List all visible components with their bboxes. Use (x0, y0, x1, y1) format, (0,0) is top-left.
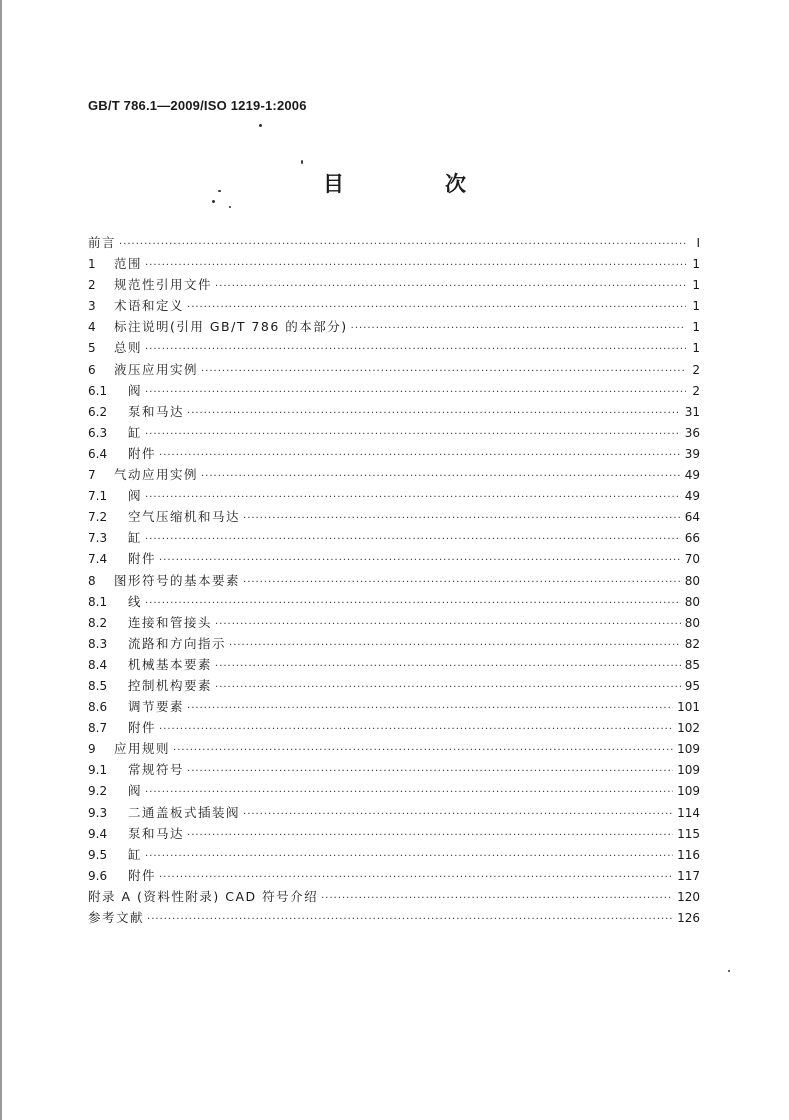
toc-entry (88, 907, 700, 928)
toc-entry (88, 401, 700, 422)
toc-entry-number: 8.7 (88, 721, 108, 736)
toc-entry-label: 缸 (128, 846, 143, 862)
scan-speck (728, 970, 730, 972)
toc-entry (88, 295, 700, 316)
scan-speck (229, 206, 231, 208)
toc-entry-number: 7.3 (88, 531, 108, 546)
toc-entry-label: 缸 (128, 424, 143, 440)
toc-entry-number: 5 (88, 341, 96, 356)
toc-leader-dots (215, 677, 681, 698)
toc-entry-number: 9.3 (88, 805, 108, 820)
toc-entry-label: 空气压缩机和马达 (128, 509, 241, 525)
toc-entry (88, 717, 700, 738)
toc-entry (88, 359, 700, 380)
scan-speck (259, 124, 262, 127)
toc-entry (88, 570, 700, 591)
toc-entry-number: 6 (88, 362, 96, 377)
toc-entry (88, 253, 700, 274)
toc-leader-dots (159, 719, 673, 740)
toc-entry (88, 527, 700, 548)
toc-entry-number: 7.2 (88, 510, 108, 525)
toc-entry-label: 范围 (114, 256, 143, 272)
toc-entry (88, 612, 700, 633)
toc-entry-number: 8.5 (88, 678, 108, 693)
toc-entry-label: 前言 (88, 235, 117, 250)
toc-entry-label: 调节要素 (128, 699, 185, 715)
toc-entry-page: 1 (692, 257, 700, 272)
toc-leader-dots (187, 403, 681, 424)
toc-entry-page: 80 (684, 573, 700, 588)
toc-entry-number: 6.4 (88, 446, 108, 461)
toc-entry (88, 548, 700, 569)
toc-entry-page: 116 (677, 847, 700, 862)
toc-entry-label: 泵和马达 (128, 825, 185, 841)
toc-entry (88, 865, 700, 886)
toc-entry-label: 气动应用实例 (114, 467, 199, 483)
table-of-contents (88, 232, 700, 928)
toc-entry-number: 8.1 (88, 594, 108, 609)
toc-entry (88, 759, 700, 780)
toc-entry-label: 术语和定义 (114, 298, 185, 314)
toc-entry-page: 102 (677, 721, 700, 736)
toc-entry (88, 232, 700, 253)
toc-entry-label: 应用规则 (114, 741, 171, 757)
toc-leader-dots (145, 255, 686, 276)
toc-entry-number: 9.2 (88, 784, 108, 799)
toc-leader-dots (351, 318, 686, 339)
toc-entry-number: 7 (88, 468, 96, 483)
toc-leader-dots (321, 888, 673, 909)
toc-entry (88, 591, 700, 612)
toc-entry (88, 337, 700, 358)
toc-entry (88, 780, 700, 801)
toc-leader-dots (145, 487, 681, 508)
toc-entry-label: 液压应用实例 (114, 361, 199, 377)
toc-leader-dots (187, 297, 686, 318)
scan-speck (301, 160, 303, 164)
toc-entry (88, 738, 700, 759)
toc-entry-label: 总则 (114, 340, 143, 356)
toc-entry (88, 464, 700, 485)
toc-leader-dots (215, 656, 681, 677)
toc-entry (88, 274, 700, 295)
toc-entry (88, 844, 700, 865)
toc-entry-label: 参考文献 (88, 910, 145, 925)
toc-leader-dots (243, 508, 681, 529)
toc-entry-number: 3 (88, 299, 96, 314)
toc-leader-dots (187, 761, 673, 782)
toc-entry-number: 1 (88, 257, 96, 272)
toc-entry (88, 823, 700, 844)
toc-leader-dots (201, 361, 686, 382)
toc-entry (88, 886, 700, 907)
toc-entry-number: 6.3 (88, 425, 108, 440)
toc-leader-dots (173, 740, 673, 761)
toc-leader-dots (145, 529, 681, 550)
scan-speck (212, 200, 215, 203)
toc-leader-dots (201, 466, 681, 487)
toc-entry-number: 8.2 (88, 615, 108, 630)
toc-entry-page: 49 (684, 489, 700, 504)
toc-entry-number: 2 (88, 278, 96, 293)
toc-entry-label: 附件 (128, 867, 157, 883)
toc-entry-label: 泵和马达 (128, 403, 185, 419)
toc-entry-page: 70 (684, 552, 700, 567)
toc-entry-label: 图形符号的基本要素 (114, 572, 241, 588)
toc-leader-dots (229, 635, 681, 656)
standard-code-header: GB/T 786.1—2009/ISO 1219-1:2006 (88, 98, 307, 113)
toc-leader-dots (159, 445, 681, 466)
toc-leader-dots (147, 909, 673, 930)
toc-entry-page: 109 (677, 763, 700, 778)
toc-entry-page: 80 (684, 594, 700, 609)
toc-entry-label: 规范性引用文件 (114, 277, 213, 293)
toc-leader-dots (159, 550, 681, 571)
toc-entry-label: 附件 (128, 445, 157, 461)
toc-leader-dots (119, 234, 686, 255)
toc-entry-page: 2 (692, 362, 700, 377)
toc-entry-label: 阀 (128, 783, 143, 799)
toc-entry-page: 82 (684, 636, 700, 651)
toc-entry-number: 9.5 (88, 847, 108, 862)
toc-entry (88, 506, 700, 527)
toc-entry-page: 1 (692, 278, 700, 293)
toc-entry-page: 114 (677, 805, 700, 820)
toc-entry-page: 80 (684, 615, 700, 630)
toc-leader-dots (215, 614, 681, 635)
toc-leader-dots (187, 698, 673, 719)
toc-leader-dots (145, 846, 673, 867)
toc-entry-number: 7.4 (88, 552, 108, 567)
toc-entry (88, 696, 700, 717)
toc-entry-label: 常规符号 (128, 762, 185, 778)
toc-entry-number: 8.3 (88, 636, 108, 651)
toc-leader-dots (145, 424, 681, 445)
toc-entry-number: 8 (88, 573, 96, 588)
toc-leader-dots (145, 782, 673, 803)
toc-entry-label: 附录 A (资料性附录) CAD 符号介绍 (88, 888, 319, 904)
toc-leader-dots (145, 593, 681, 614)
scan-speck (218, 190, 221, 192)
toc-entry-page: 101 (677, 700, 700, 715)
toc-leader-dots (159, 867, 673, 888)
toc-entry-number: 9.6 (88, 868, 108, 883)
toc-entry-number: 7.1 (88, 489, 108, 504)
toc-entry-number: 4 (88, 320, 96, 335)
toc-entry-page: 85 (684, 657, 700, 672)
toc-leader-dots (215, 276, 686, 297)
toc-entry (88, 633, 700, 654)
toc-entry-page: 39 (684, 446, 700, 461)
toc-entry-label: 连接和管接头 (128, 614, 213, 630)
toc-entry (88, 443, 700, 464)
toc-entry-number: 8.4 (88, 657, 108, 672)
toc-leader-dots (243, 572, 681, 593)
toc-entry-page: 49 (684, 468, 700, 483)
toc-entry-label: 流路和方向指示 (128, 635, 227, 651)
toc-entry (88, 654, 700, 675)
toc-entry-number: 9 (88, 742, 96, 757)
toc-entry-label: 缸 (128, 530, 143, 546)
toc-entry (88, 485, 700, 506)
toc-entry-page: 31 (684, 404, 700, 419)
toc-entry-label: 阀 (128, 488, 143, 504)
toc-entry-page: 1 (692, 299, 700, 314)
toc-entry-number: 9.4 (88, 826, 108, 841)
toc-entry-page: 95 (684, 678, 700, 693)
toc-entry-page: 1 (692, 320, 700, 335)
toc-entry (88, 802, 700, 823)
toc-leader-dots (145, 382, 686, 403)
toc-entry (88, 380, 700, 401)
toc-entry-number: 9.1 (88, 763, 108, 778)
toc-entry-page: 2 (692, 383, 700, 398)
toc-entry-page: Ⅰ (696, 236, 700, 250)
toc-leader-dots (145, 339, 686, 360)
toc-entry-page: 126 (677, 911, 700, 925)
toc-entry-label: 二通盖板式插装阀 (128, 804, 241, 820)
toc-entry-page: 64 (684, 510, 700, 525)
toc-entry-page: 109 (677, 742, 700, 757)
toc-entry-label: 机械基本要素 (128, 656, 213, 672)
toc-entry-page: 115 (677, 826, 700, 841)
toc-entry-page: 109 (677, 784, 700, 799)
toc-entry-page: 66 (684, 531, 700, 546)
toc-leader-dots (187, 825, 673, 846)
toc-entry (88, 675, 700, 696)
toc-entry-page: 1 (692, 341, 700, 356)
toc-entry-number: 6.2 (88, 404, 108, 419)
toc-entry-page: 117 (677, 868, 700, 883)
toc-entry-label: 标注说明(引用 GB/T 786 的本部分) (114, 319, 348, 335)
toc-entry-number: 6.1 (88, 383, 108, 398)
toc-entry-page: 120 (677, 889, 700, 904)
toc-title: 目 次 (323, 172, 506, 196)
toc-entry-label: 线 (128, 593, 143, 609)
toc-entry-label: 附件 (128, 551, 157, 567)
toc-entry-label: 附件 (128, 720, 157, 736)
toc-entry-label: 阀 (128, 382, 143, 398)
toc-leader-dots (243, 804, 673, 825)
toc-entry (88, 316, 700, 337)
toc-entry-number: 8.6 (88, 700, 108, 715)
toc-entry-label: 控制机构要素 (128, 677, 213, 693)
toc-entry-page: 36 (684, 425, 700, 440)
toc-entry (88, 422, 700, 443)
